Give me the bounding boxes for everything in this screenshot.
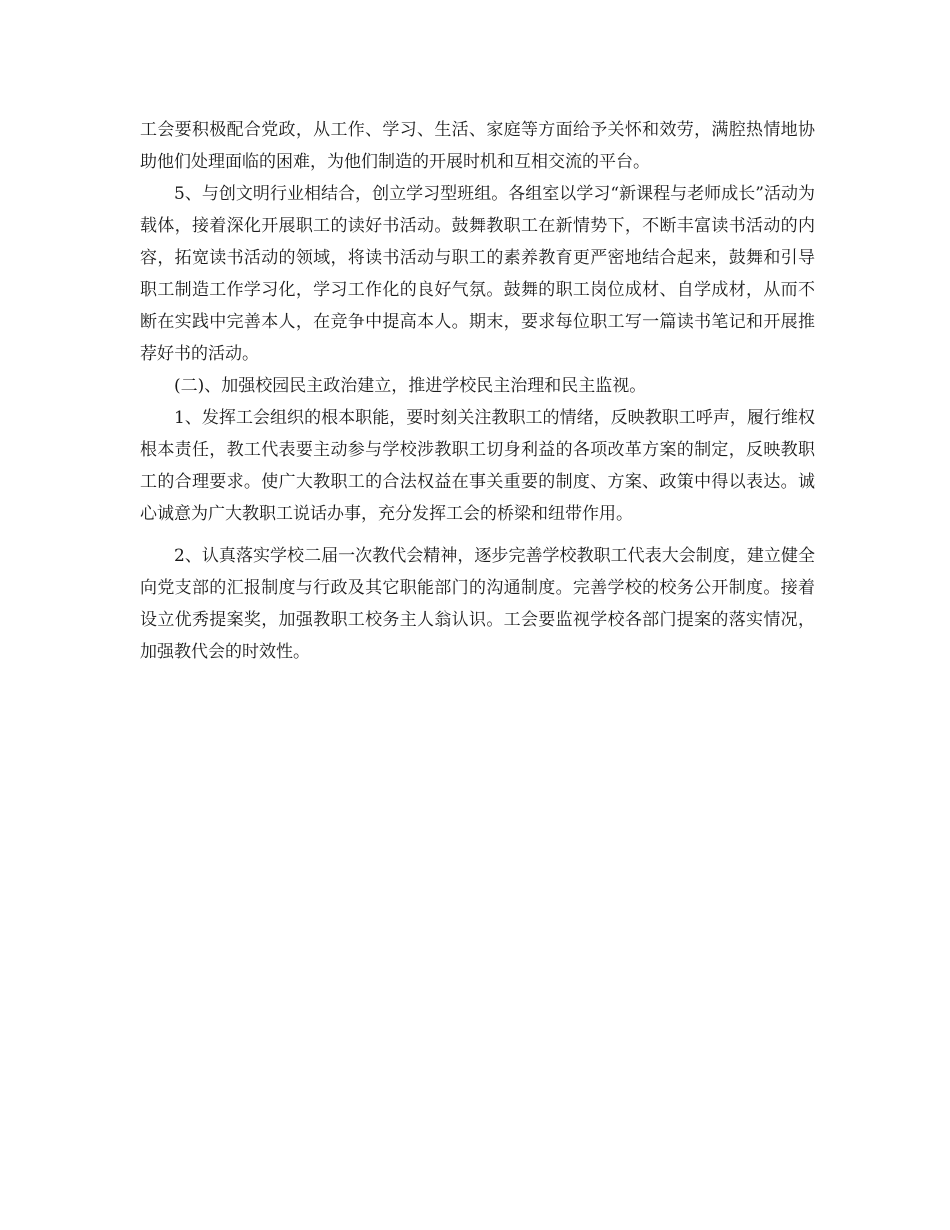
section-heading-democracy: (二)、加强校园民主政治建立，推进学校民主治理和民主监视。 [174,376,647,396]
paragraph-learning-team: 5、与创文明行业相结合，创立学习型班组。各组室以学习“新课程与老师成长”活动为载体，接着深化开展职工的读好书活动。鼓舞教职工在新情势下，不断丰富读书活动的内容，拓宽读书活动的领域，将读书活动与职工的素养教育更严密地结合起来，鼓舞和引导职工制造工作学习化，学习工作化的良好气氛。鼓舞的职工岗位成材、自学成材，从而不断在实践中完善本人，在竞争中提高本人。期末，要求每位职工写一篇读书笔记和开展推荐好书的活动。 [140,184,815,364]
document-body [140,114,815,668]
paragraph-union-functions: 1、发挥工会组织的根本职能，要时刻关注教职工的情绪，反映教职工呼声，履行维权根本责任，教工代表要主动参与学校涉教职工切身利益的各项改革方案的制定，反映教职工的合理要求。使广大教职工的合法权益在事关重要的制度、方案、政策中得以表达。诚心诚意为广大教职工说话办事，充分发挥工会的桥梁和纽带作用。 [140,408,815,524]
paragraph-congress-spirit: 2、认真落实学校二届一次教代会精神，逐步完善学校教职工代表大会制度，建立健全向党支部的汇报制度与行政及其它职能部门的沟通制度。完善学校的校务公开制度。接着设立优秀提案奖，加强教职工校务主人翁认识。工会要监视学校各部门提案的落实情况，加强教代会的时效性。 [140,546,815,662]
paragraph-care-services: 工会要积极配合党政，从工作、学习、生活、家庭等方面给予关怀和效劳，满腔热情地协助他们处理面临的困难，为他们制造的开展时机和互相交流的平台。 [140,120,815,172]
